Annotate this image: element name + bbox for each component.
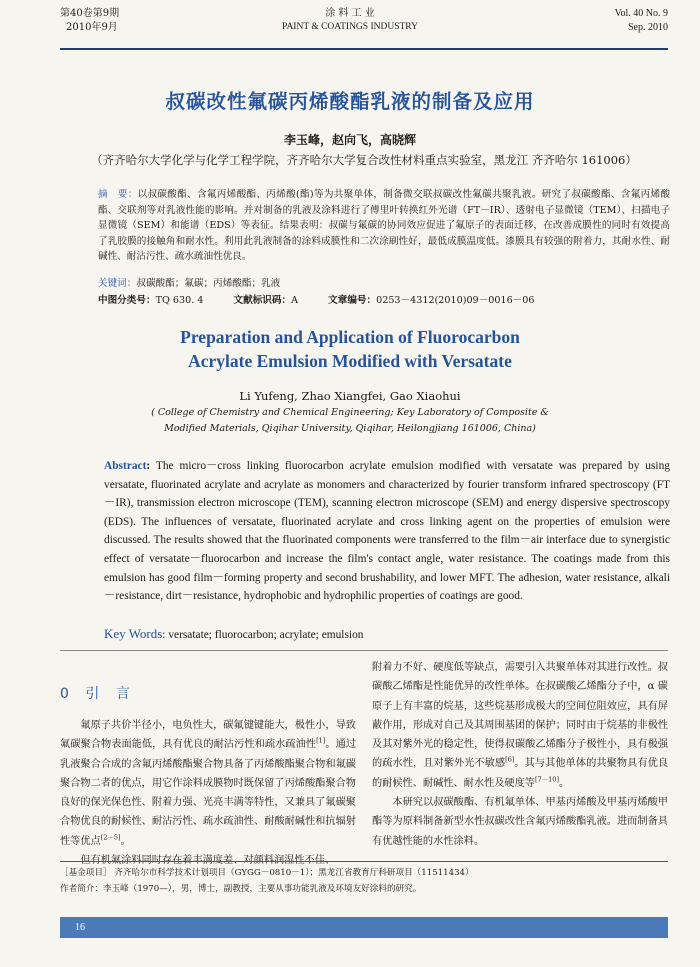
- footnote-author: 作者简介：李玉峰（1970—），男，博士，副教授，主要从事功能乳液及环境友好涂料的研究。: [60, 884, 422, 894]
- doc-code-label: 文献标识码：: [233, 295, 292, 306]
- footnote-rule: [60, 861, 668, 862]
- body-left-paragraph-1: [60, 716, 356, 851]
- keywords-en-label: Key Words: [104, 626, 163, 641]
- title-en-line1: Preparation and Application of Fluorocarbon: [180, 327, 520, 347]
- body-left-p1-text: 氟原子共价半径小，电负性大，碳氟键键能大，极性小，导致氟碳聚合物表面能低，具有优良的耐沾污性和疏水疏油性: [60, 720, 356, 751]
- citation-ref: [1]: [316, 736, 326, 745]
- affiliation-en: [150, 405, 550, 436]
- body-right-paragraph-2: 本研究以叔碳酸酯、有机氟单体、甲基丙烯酸及甲基丙烯酸甲酯等为原料制备新型水性叔碳改性含氟丙烯酸酯乳液。进而制备具有优越性能的水性涂料。: [372, 797, 668, 847]
- body-right-paragraph-1: [372, 658, 668, 793]
- affiliation-en-line1: ( College of Chemistry and Chemical Engineering; Key Laboratory of Composite &: [151, 407, 549, 418]
- header-date-en: Sep. 2010: [628, 22, 668, 33]
- keywords-cn-text: 叔碳酸酯；氟碳；丙烯酸酯；乳液: [136, 278, 281, 289]
- keywords-en-text: versatate; fluorocarbon; acrylate; emulsion: [168, 629, 364, 641]
- section-divider: [60, 650, 668, 651]
- body-left-column: [60, 716, 356, 870]
- clc-label: 中图分类号：: [98, 295, 156, 306]
- keywords-cn-label: 关键词：: [98, 278, 137, 289]
- body-right-p1-end: 。: [558, 777, 570, 789]
- clc-value: TQ 630. 4: [155, 295, 204, 306]
- header-date-cn: 2010年9月: [66, 22, 118, 33]
- keywords-en: Key Words: versatate; fluorocarbon; acrylate; emulsion: [104, 626, 364, 641]
- title-cn: 叔碳改性氟碳丙烯酸酯乳液的制备及应用: [165, 90, 535, 113]
- keywords-cn: [98, 275, 280, 289]
- citation-ref: [2－5]: [100, 833, 121, 842]
- header-journal-en: PAINT & COATINGS INDUSTRY: [282, 22, 418, 32]
- citation-ref: [6]: [505, 756, 515, 765]
- body-right-p1-mid: 。其与其他单体的共聚物具有优良的耐候性、耐碱性、耐水性及硬度等: [372, 758, 669, 789]
- classification-line: [98, 292, 534, 306]
- authors-en: Li Yufeng, Zhao Xiangfei, Gao Xiaohui: [239, 389, 461, 403]
- abstract-en: Abstract: The micro－cross linking fluorocarbon acrylate emulsion modified with versatate was prepared by using versatate, fluorinated acrylate and acrylate as monomers and characterized by fourier transform infrared spectroscopy (FT－IR), transmission electron microscope (TEM), scanning electron microscope (SEM) and energy dispersive spectroscopy (EDS). The influences of versatate, fluorinated acrylate and cross linking agent on the properties of emulsion were discussed. The results showed that the fluorinated components were transferred to the film－air interface due to synergistic effect of versatate－fluorocarbon and increase the film's contact angle, water resistance. The coatings made from this emulsion has good film－forming property and second brushability, and lower MFT. The adhesion, water resistance, alkali－resistance, dirt－resistance, hydrophobic and hydrophilic properties of coatings are good.: [104, 460, 670, 603]
- page-number: 16: [75, 922, 85, 933]
- affiliation-en-line2: Modified Materials, Qiqihar University, Qiqihar, Heilongjiang 161006, China): [164, 422, 536, 434]
- title-en: [0, 325, 700, 373]
- section-number: 0: [60, 686, 75, 702]
- abstract-cn-text: 以叔碳酸酯、含氟丙烯酸酯、丙烯酸(酯)等为共聚单体，制备微交联叔碳改性氟碳共聚乳液。研究了叔碳酸酯、含氟丙烯酸酯、交联剂等对乳液性能的影响。并对制备的乳液及涂料进行了傅里叶转换红外光谱（FT－IR）、透射电子显微镜（TEM）、扫描电子显微镜（SEM）和能谱（EDS）等表征。结果表明：叔碳与氟碳的协同效应促进了氟原子的表面迁移，在改善成膜性的同时有效提高了乳胶膜的接触角和耐水性。利用此乳液制备的涂料成膜性和二次涂刷性好，最低成膜温度低。漆膜具有较强的附着力，其耐水性、耐碱性、耐沾污性、疏水疏油性优良。: [98, 189, 670, 262]
- abstract-cn: [98, 187, 670, 265]
- body-right-p1-text: 附着力不好、硬度低等缺点，需要引入共聚单体对其进行改性。叔碳酸乙烯酯是性能优异的改性单体。在叔碳酸乙烯酯分子中，α 碳原子上有丰富的烷基，这些烷基形成极大的空间位阻效应，具有屏蔽作用，形成对自己及其周围基团的保护；同时由于烷基的非极性及其对紫外光的稳定性，使得叔碳酸乙烯酯分子极性小，具有极强的疏水性，且对紫外光不敏感: [372, 662, 668, 770]
- page-footer-bar: [60, 917, 668, 938]
- body-right-column: [372, 658, 668, 851]
- body-left-p1-end: 。: [120, 835, 131, 847]
- section-heading: [60, 683, 136, 703]
- body-left-p1-tail: 。通过乳液聚合合成的含氟丙烯酸酯聚合物具备了丙烯酸酯聚合物和氟碳聚合物二者的优点，用它作涂料成膜物时既保留了丙烯酸酯聚合物良好的保光保色性、附着力强、光亮丰满等特性，又兼具了氟碳聚合物优良的耐候性、耐沾污性、疏水疏油性、耐酸耐碱性和抗辐射性等优点: [60, 739, 357, 847]
- section-title: 引 言: [85, 686, 136, 702]
- authors-cn: 李玉峰，赵向飞，高晓辉: [283, 133, 416, 147]
- title-en-line2: Acrylate Emulsion Modified with Versatate: [188, 351, 512, 371]
- abstract-en-label: Abstract: [104, 460, 147, 472]
- header-rule: [60, 48, 668, 50]
- citation-ref: [7－10]: [535, 775, 559, 784]
- article-no-value: 0253－4312(2010)09－0016－06: [376, 295, 535, 306]
- abstract-en-text: The micro－cross linking fluorocarbon acrylate emulsion modified with versatate was prepared by using versatate, fluorinated acrylate and acrylate as monomers and characterized by fourier transform infrared spectroscopy (FT－IR), transmission electron microscope (TEM), scanning electron microscope (SEM) and energy dispersive spectroscopy (EDS). The influences of versatate, fluorinated acrylate and cross linking agent on the properties of emulsion were discussed. The results showed that the fluorinated components were transferred to the film－air interface due to synergistic effect of versatate－fluorocarbon and increase the film's contact angle, water resistance. The coatings made from this emulsion has good film－forming property and second brushability, and lower MFT. The adhesion, water resistance, alkali－resistance, dirt－resistance, hydrophobic and hydrophilic properties of coatings are good.: [104, 460, 670, 603]
- doc-code-value: A: [291, 295, 299, 306]
- footnote-fund: ［基金项目］ 齐齐哈尔市科学技术计划项目（GYGG－0810－1）；黑龙江省教育厅科研项目（11511434）: [60, 868, 474, 878]
- header-volume-cn: 第40卷第9期: [60, 8, 120, 19]
- header-volume-en: Vol. 40 No. 9: [614, 8, 668, 19]
- header-journal-cn: 涂 料 工 业: [325, 8, 375, 19]
- affiliation-cn: （齐齐哈尔大学化学与化学工程学院，齐齐哈尔大学复合改性材料重点实验室，黑龙江 齐齐哈尔 161006）: [91, 153, 637, 167]
- abstract-cn-label: 摘 要：: [98, 189, 138, 200]
- article-no-label: 文章编号：: [328, 295, 377, 306]
